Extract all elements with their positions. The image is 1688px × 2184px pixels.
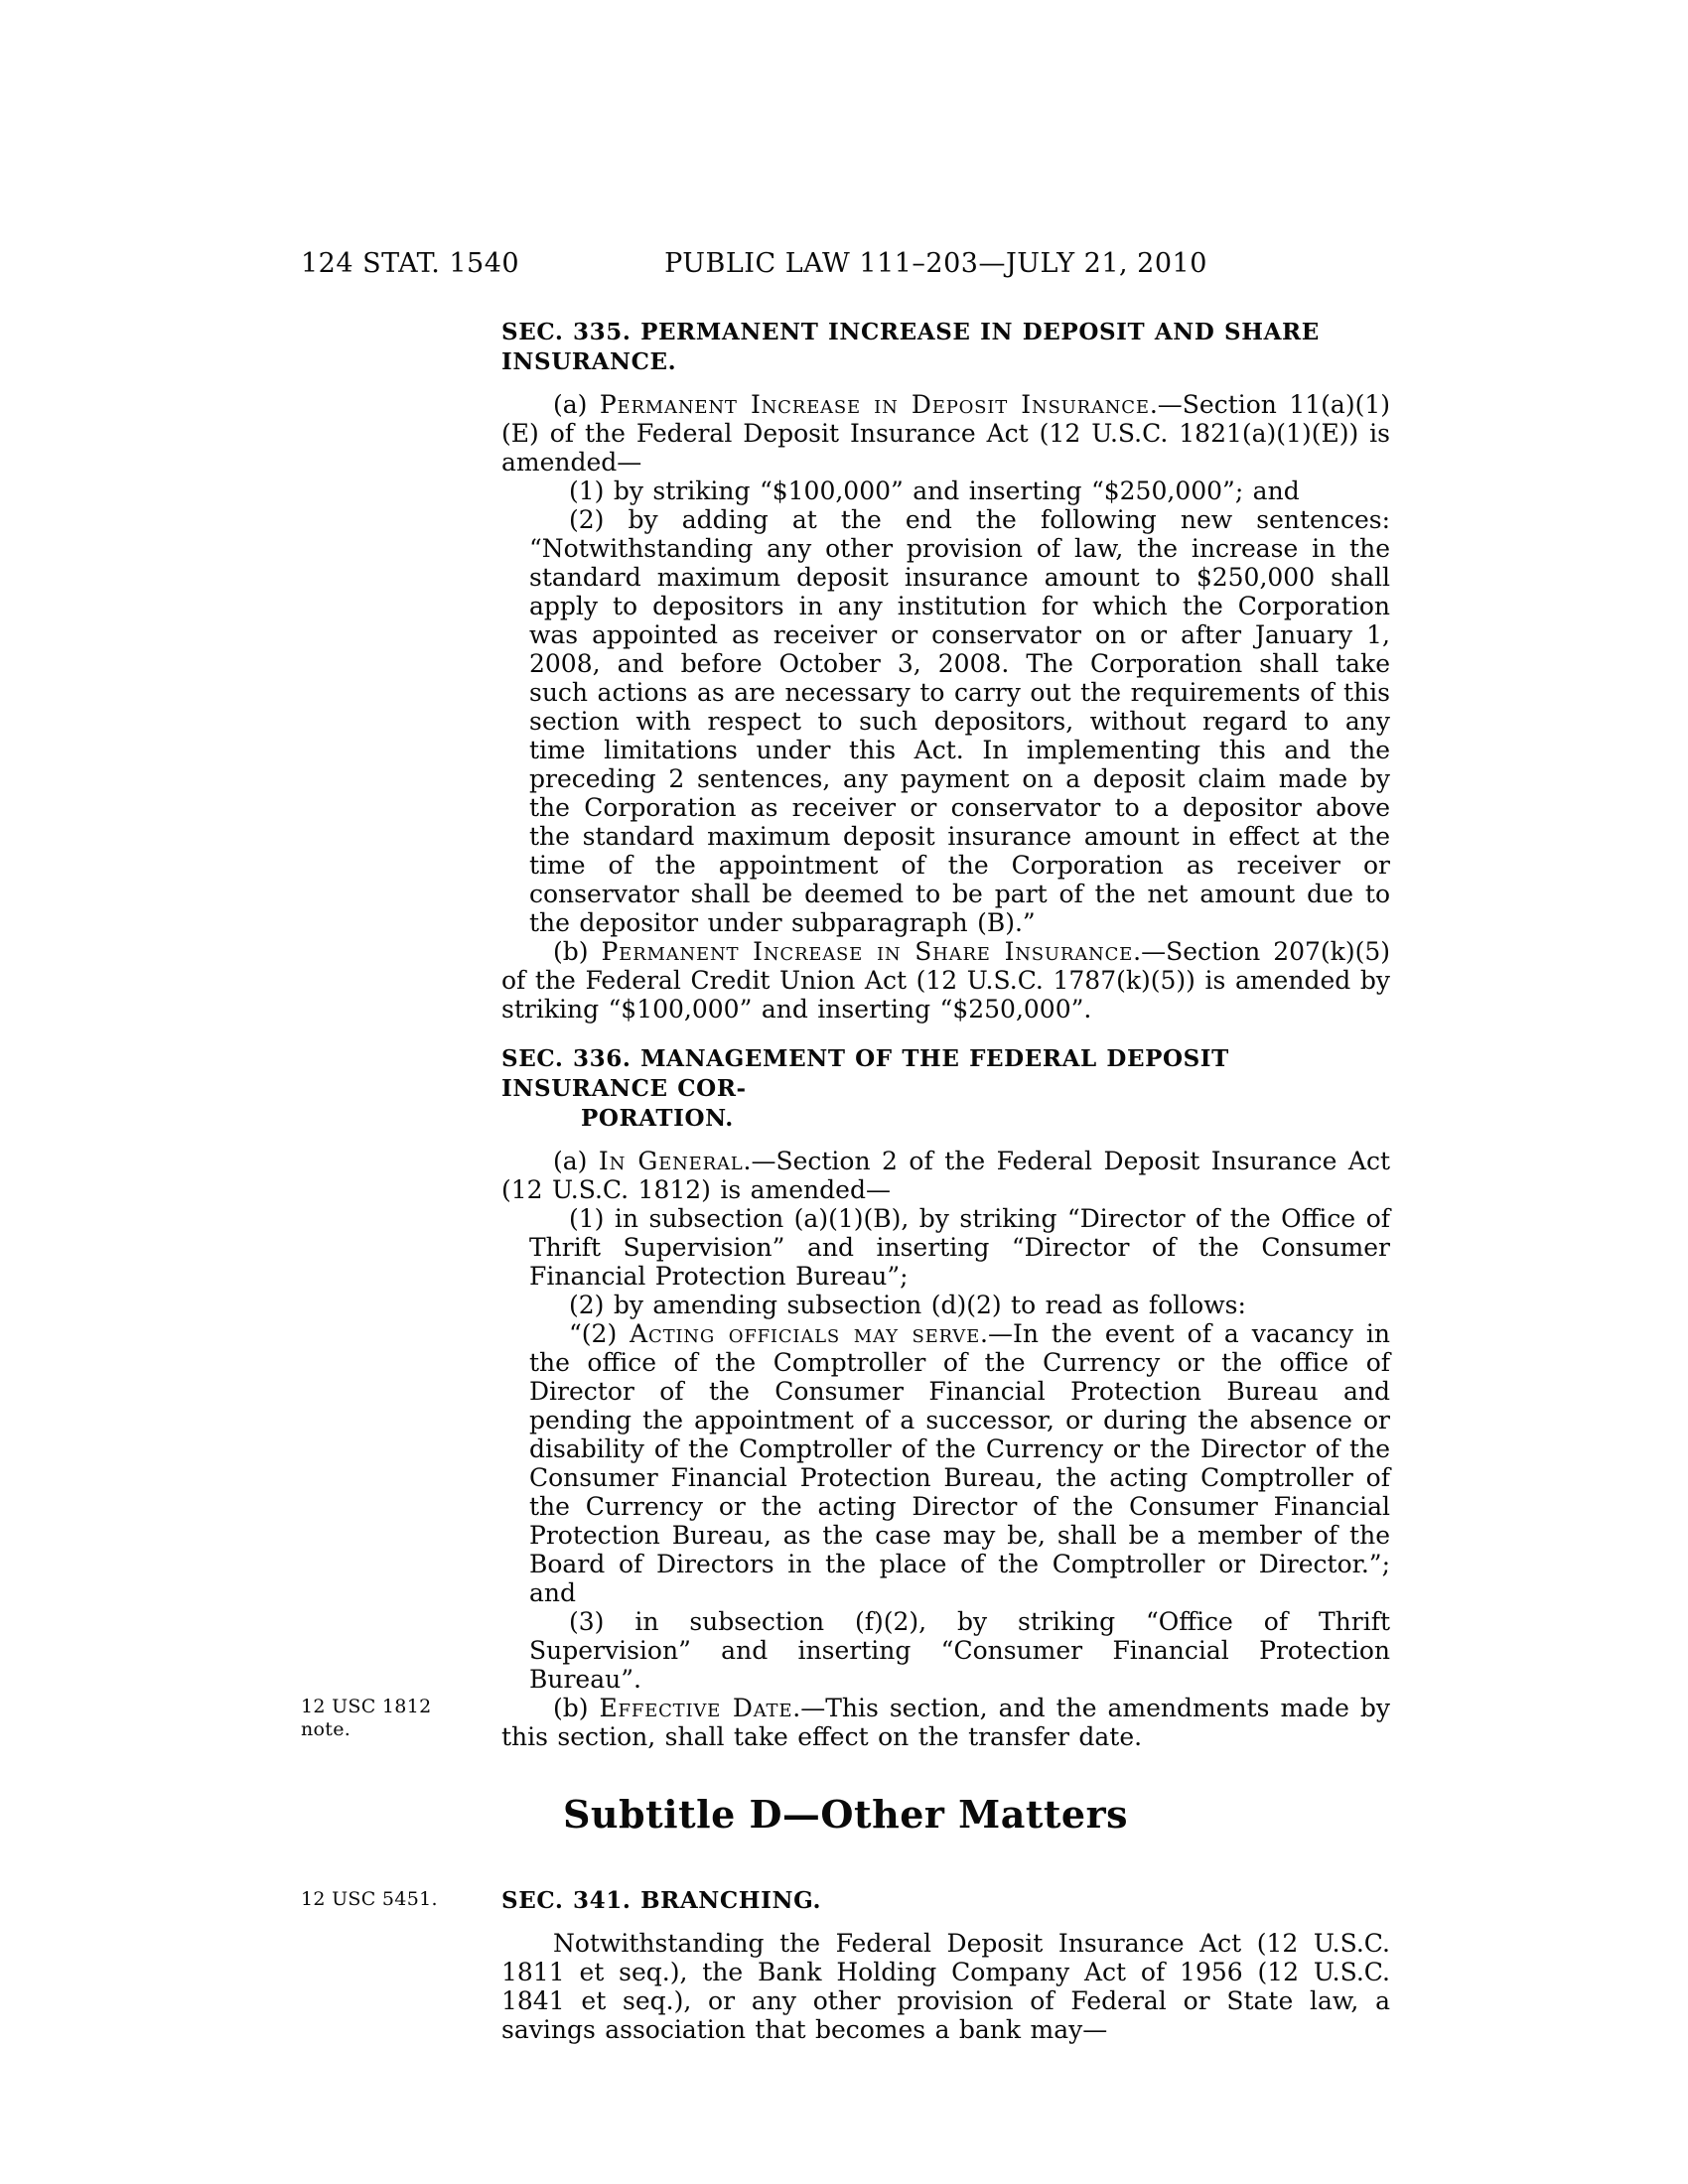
paragraph (301, 1694, 1390, 1751)
small-caps-text: Acting officials may serve (630, 1319, 981, 1348)
margin-note-line: note. (301, 1718, 352, 1740)
section-heading-line: SEC. 336. MANAGEMENT OF THE FEDERAL DEPOSIT INSURANCE COR- (501, 1045, 1229, 1102)
body-text: (1) by striking “$100,000” and inserting “$250,000”; and (569, 477, 1300, 505)
paragraph (529, 1607, 1390, 1694)
section-heading-line: SEC. 335. PERMANENT INCREASE IN DEPOSIT AND SHARE INSURANCE. (501, 319, 1320, 375)
public-law-running-header: PUBLIC LAW 111–203—JULY 21, 2010 (664, 248, 1207, 279)
section-heading-line: PORATION. (581, 1105, 734, 1132)
paragraph (501, 937, 1390, 1024)
body-text: .—In the event of a vacancy in the office of the Comptroller of the Currency or the office of Director of the Consumer Financial Protection Bureau and pending the appointment of a successor, or during the absence or disability of the Comptroller of the Currency or the Director of the Consumer Financial Protection Bureau, the acting Comptroller of the Currency or the acting Director of the Consumer Financial Protection Bureau, as the case may be, shall be a member of the Board of Directors in the place of the Comptroller or Director.”; and (529, 1319, 1390, 1607)
small-caps-text: In General (598, 1147, 744, 1175)
subtitle-heading: Subtitle D—Other Matters (562, 1792, 1129, 1837)
margin-note-line: 12 USC 5451. (301, 1888, 438, 1910)
body-text: .—This section, and the amendments made by this section, shall take effect on the transfer date. (501, 1694, 1390, 1751)
body-text: (2) by amending subsection (d)(2) to read as follows: (569, 1291, 1246, 1319)
body-text: (b) (553, 937, 602, 966)
body-text: (b) (553, 1694, 600, 1722)
body-text: (a) (553, 1147, 599, 1175)
paragraph (529, 477, 1390, 505)
margin-note (301, 1888, 492, 1911)
body-text: (2) by adding at the end the following new sentences: “Notwithstanding any other provision of law, the increase in the standard maximum deposit insurance amount to $250,000 shall apply to depositors in any institution for which the Corporation was appointed as receiver or conservator on or after January 1, 2008, and before October 3, 2008. The Corporation shall take such actions as are necessary to carry out the requirements of this section with respect to such depositors, without regard to any time limitations under this Act. In implementing this and the preceding 2 sentences, any payment on a deposit claim made by the Corporation as receiver or conservator to a depositor above the standard maximum deposit insurance amount in effect at the time of the appointment of the Corporation as receiver or conservator shall be deemed to be part of the net amount due to the depositor under subparagraph (B).” (529, 505, 1390, 937)
body-text: (3) in subsection (f)(2), by striking “Office of Thrift Supervision” and inserting “Consumer Financial Protection Bureau”. (529, 1607, 1390, 1694)
body-text: .—Section 2 of the Federal Deposit Insurance Act (12 U.S.C. 1812) is amended— (501, 1147, 1391, 1204)
margin-note-line: 12 USC 1812 (301, 1696, 432, 1717)
body-text: Notwithstanding the Federal Deposit Insurance Act (12 U.S.C. 1811 et seq.), the Bank Holding Company Act of 1956 (12 U.S.C. 1841 et seq.), or any other provision of Federal or State law, a savings association that becomes a bank may— (501, 1929, 1390, 2044)
paragraph (529, 1319, 1390, 1607)
section-heading (301, 1886, 1390, 1916)
paragraph (529, 1204, 1390, 1291)
body-text: .—Section 11(a)(1)(E) of the Federal Deposit Insurance Act (12 U.S.C. 1821(a)(1)(E)) is amended— (501, 390, 1390, 477)
body-text: (a) (553, 390, 600, 419)
small-caps-text: Effective Date (599, 1694, 793, 1722)
paragraph (529, 1291, 1390, 1319)
section-heading (501, 318, 1390, 377)
paragraph (501, 1929, 1390, 2044)
margin-note (301, 1696, 492, 1741)
small-caps-text: Permanent Increase in Share Insurance (601, 937, 1134, 966)
stat-page-number: 124 STAT. 1540 (301, 248, 520, 279)
body-text: “(2) (569, 1319, 631, 1348)
body-text: .—Section 207(k)(5) of the Federal Credit Union Act (12 U.S.C. 1787(k)(5)) is amended by striking “$100,000” and inserting “$250,000”. (501, 937, 1390, 1024)
body-text: (1) in subsection (a)(1)(B), by striking “Director of the Office of Thrift Supervision” and inserting “Director of the Consumer Financial Protection Bureau”; (529, 1204, 1390, 1291)
paragraph (501, 390, 1390, 477)
section-heading-line: SEC. 341. BRANCHING. (501, 1887, 822, 1914)
section-heading (501, 1044, 1390, 1134)
text-column (301, 318, 1391, 2044)
paragraph (529, 505, 1390, 937)
small-caps-text: Permanent Increase in Deposit Insurance (599, 390, 1150, 419)
paragraph (501, 1147, 1390, 1204)
